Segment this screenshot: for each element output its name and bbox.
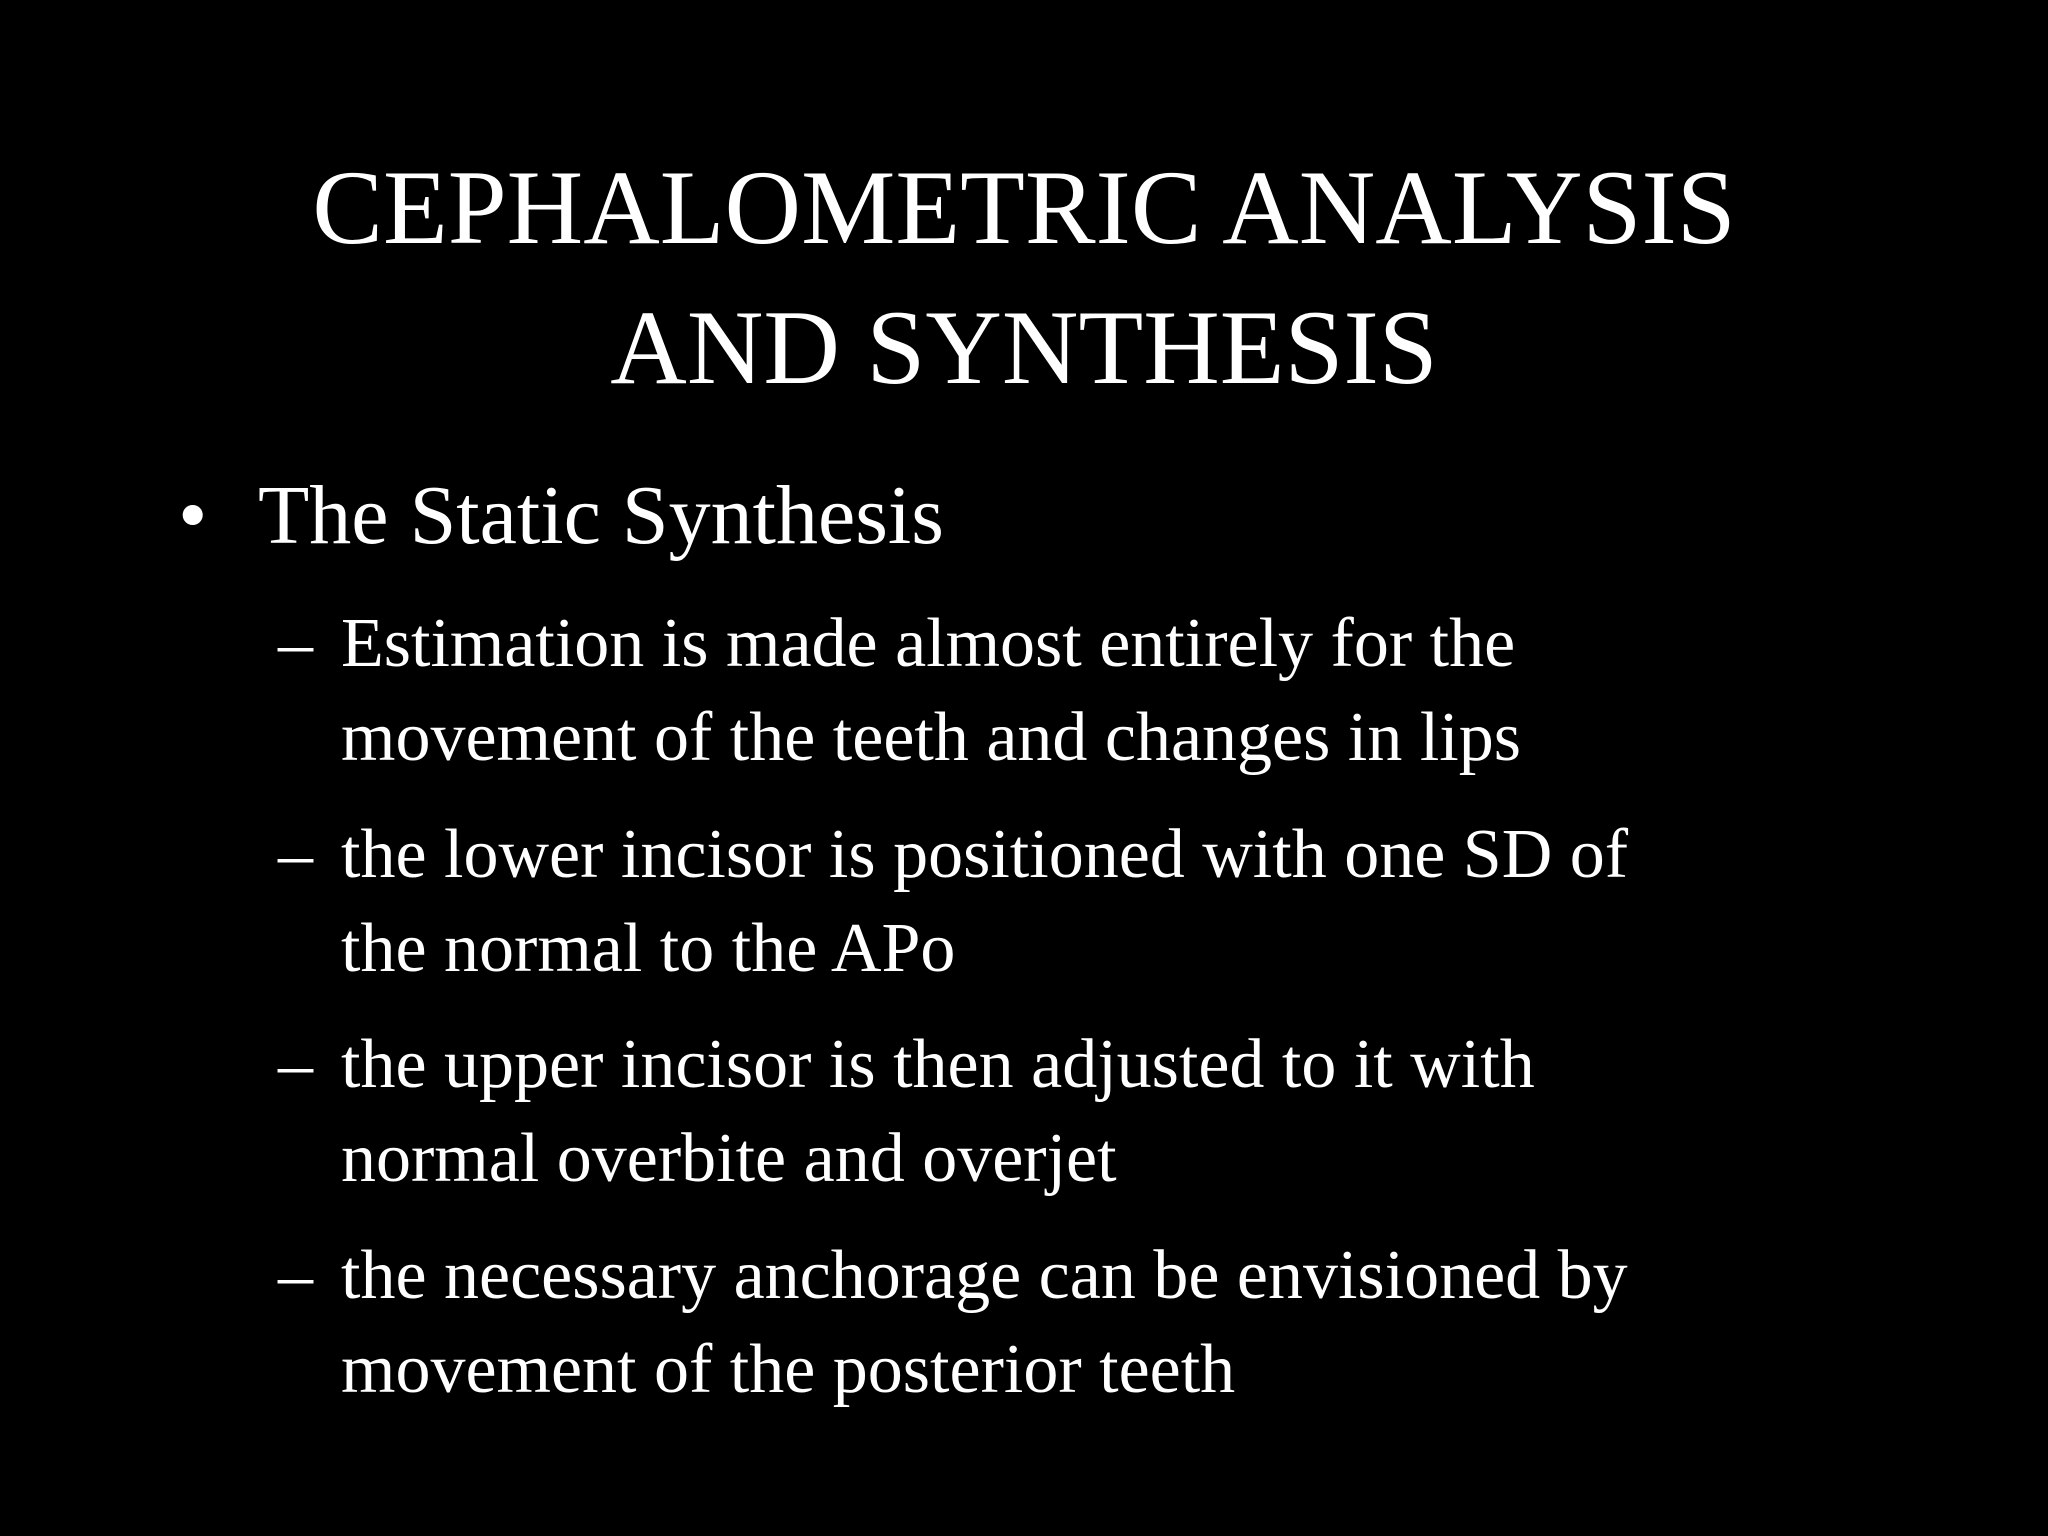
sub-bullet-line: movement of the posterior teeth — [341, 1331, 1236, 1408]
sub-bullet-text — [278, 808, 1628, 996]
dash-icon: – — [278, 605, 313, 682]
sub-bullet-line: the necessary anchorage can be envisioned by — [341, 1237, 1628, 1314]
main-bullet-text: The Static Synthesis — [258, 469, 944, 562]
dash-icon: – — [278, 1237, 313, 1314]
dash-icon: – — [278, 1026, 313, 1103]
sub-bullet-line: Estimation is made almost entirely for the — [341, 605, 1516, 682]
sub-bullet-text — [278, 1229, 1628, 1417]
sub-bullet-text — [278, 1018, 1535, 1206]
title-line-2: AND SYNTHESIS — [610, 289, 1438, 406]
sub-bullet — [278, 1018, 1535, 1206]
bullet-dot-icon: • — [178, 469, 208, 562]
sub-bullet-text — [278, 597, 1521, 785]
slide-title — [0, 138, 2048, 418]
sub-bullet-line: the lower incisor is positioned with one SD of — [341, 816, 1629, 893]
title-line-1: CEPHALOMETRIC ANALYSIS — [312, 149, 1736, 266]
sub-bullet-line: movement of the teeth and changes in lips — [341, 699, 1521, 776]
sub-bullet — [278, 597, 1521, 785]
sub-bullet — [278, 1229, 1628, 1417]
sub-bullet-line: the normal to the APo — [341, 910, 956, 987]
sub-bullet-line: the upper incisor is then adjusted to it with — [341, 1026, 1535, 1103]
main-bullet — [178, 468, 944, 564]
sub-bullet-line: normal overbite and overjet — [341, 1120, 1117, 1197]
sub-bullet — [278, 808, 1628, 996]
dash-icon: – — [278, 816, 313, 893]
